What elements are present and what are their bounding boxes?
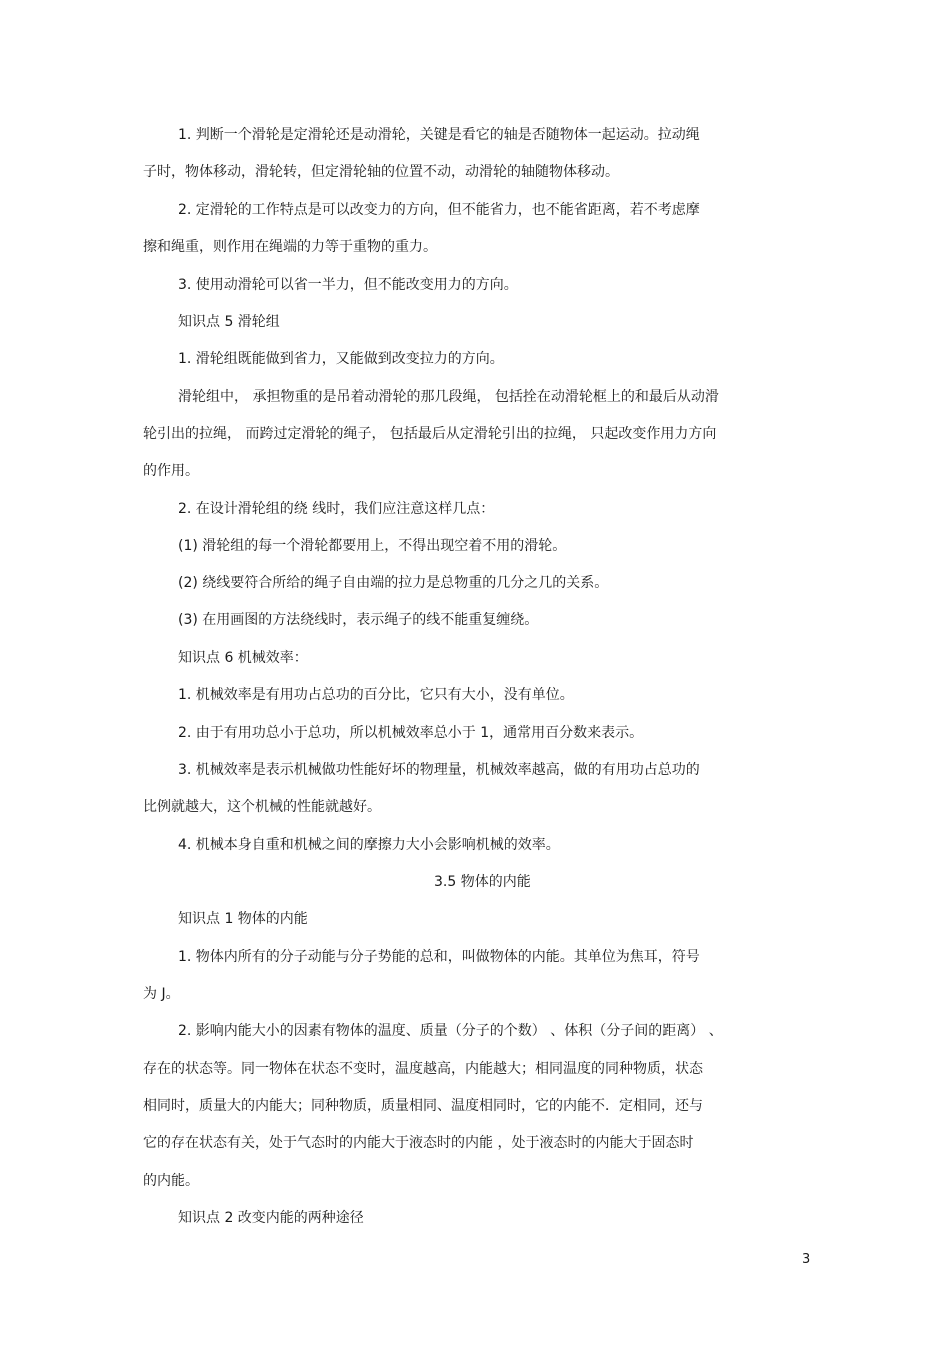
text-line: 2. 定滑轮的工作特点是可以改变力的方向，但不能省力，也不能省距离，若不考虑摩: [178, 202, 700, 218]
text-line: 为 J。: [143, 986, 180, 1002]
text-line: 1. 物体内所有的分子动能与分子势能的总和，叫做物体的内能。其单位为焦耳，符号: [178, 949, 700, 965]
text-line: 滑轮组中， 承担物重的是吊着动滑轮的那几段绳， 包括拴在动滑轮框上的和最后从动滑: [178, 389, 719, 405]
text-line: (3) 在用画图的方法绕线时，表示绳子的线不能重复缠绕。: [178, 612, 539, 628]
text-line: 3. 机械效率是表示机械做功性能好坏的物理量，机械效率越高，做的有用功占总功的: [178, 762, 700, 778]
text-line: 的内能。: [143, 1173, 199, 1189]
text-line: (1) 滑轮组的每一个滑轮都要用上，不得出现空着不用的滑轮。: [178, 538, 567, 554]
text-line: 2. 影响内能大小的因素有物体的温度、质量（分子的个数） 、体积（分子间的距离） 、: [178, 1023, 723, 1039]
section-heading: 知识点 6 机械效率：: [178, 650, 308, 666]
text-line: 存在的状态等。同一物体在状态不变时，温度越高，内能越大；相同温度的同种物质，状态: [143, 1061, 703, 1077]
text-line: (2) 绕线要符合所给的绳子自由端的拉力是总物重的几分之几的关系。: [178, 575, 609, 591]
text-line: 子时，物体移动，滑轮转，但定滑轮轴的位置不动，动滑轮的轴随物体移动。: [143, 164, 619, 180]
text-line: 它的存在状态有关，处于气态时的内能大于液态时的内能 ，处于液态时的内能大于固态时: [143, 1135, 694, 1151]
text-line: 比例就越大，这个机械的性能就越好。: [143, 799, 381, 815]
text-line: 擦和绳重，则作用在绳端的力等于重物的重力。: [143, 239, 437, 255]
text-line: 1. 滑轮组既能做到省力，又能做到改变拉力的方向。: [178, 351, 504, 367]
section-heading: 知识点 1 物体的内能: [178, 911, 308, 927]
section-heading: 知识点 2 改变内能的两种途径: [178, 1210, 364, 1226]
text-line: 2. 由于有用功总小于总功，所以机械效率总小于 1，通常用百分数来表示。: [178, 725, 644, 741]
text-line: 1. 机械效率是有用功占总功的百分比，它只有大小，没有单位。: [178, 687, 574, 703]
text-line: 相同时，质量大的内能大；同种物质，质量相同、温度相同时，它的内能不．定相同，还与: [143, 1098, 703, 1114]
page-number: 3: [802, 1252, 811, 1267]
text-line: 轮引出的拉绳， 而跨过定滑轮的绳子， 包括最后从定滑轮引出的拉绳， 只起改变作用力方向: [143, 426, 717, 442]
text-line: 4. 机械本身自重和机械之间的摩擦力大小会影响机械的效率。: [178, 837, 560, 853]
text-line: 2. 在设计滑轮组的绕 线时，我们应注意这样几点：: [178, 501, 495, 517]
text-line: 3. 使用动滑轮可以省一半力，但不能改变用力的方向。: [178, 277, 518, 293]
text-line: 的作用。: [143, 463, 199, 479]
text-line: 1. 判断一个滑轮是定滑轮还是动滑轮，关键是看它的轴是否随物体一起运动。拉动绳: [178, 127, 700, 143]
chapter-title: 3.5 物体的内能: [434, 874, 531, 890]
section-heading: 知识点 5 滑轮组: [178, 314, 280, 330]
